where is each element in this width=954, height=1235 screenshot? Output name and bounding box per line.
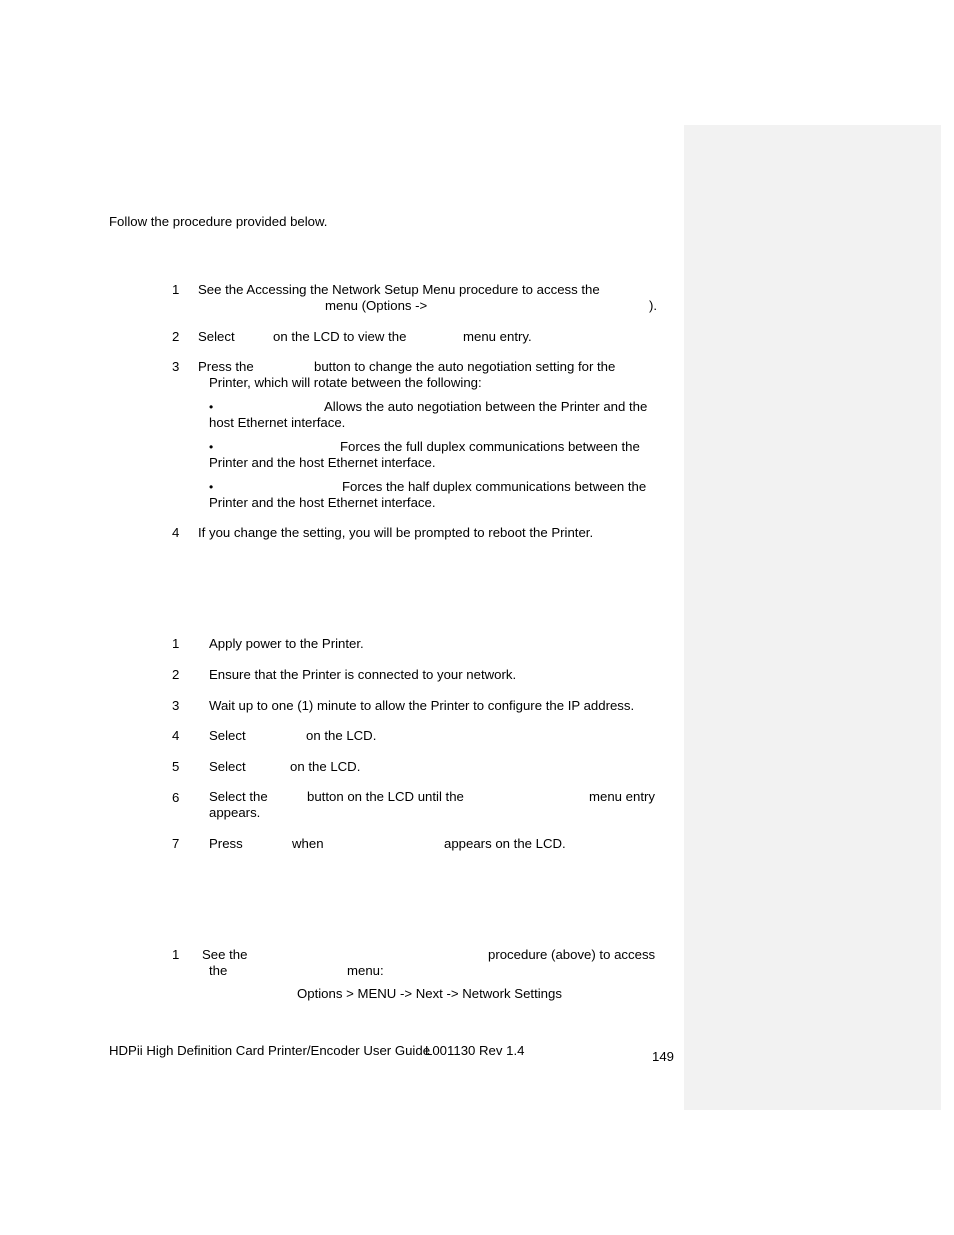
step-text: the — [209, 963, 228, 978]
bullet-icon: • — [209, 440, 214, 454]
step-text: on the LCD to view the — [273, 329, 407, 344]
step-text: button to change the auto negotiation setting for the — [314, 359, 616, 374]
step-number: 1 — [172, 636, 180, 651]
step-number: 3 — [172, 359, 180, 374]
step-text: procedure (above) to access — [488, 947, 656, 962]
step-text: Select — [209, 759, 246, 774]
step-text: Press the — [198, 359, 254, 374]
step-text: menu: — [347, 963, 384, 978]
bullet-text: Allows the auto negotiation between the Printer and the — [324, 399, 648, 414]
step-number: 6 — [172, 790, 180, 805]
step-text: See the — [202, 947, 248, 962]
step-text: Select — [198, 329, 235, 344]
footer-doc-id: L001130 Rev 1.4 — [425, 1043, 525, 1058]
step-number: 2 — [172, 667, 180, 682]
bullet-text: host Ethernet interface. — [209, 415, 346, 430]
step-text: on the LCD. — [290, 759, 361, 774]
bullet-text: Forces the half duplex communications between the — [342, 479, 647, 494]
step-text: ). — [649, 298, 658, 313]
step-text: button on the LCD until the — [307, 789, 464, 804]
intro-text: Follow the procedure provided below. — [109, 214, 328, 229]
step-text: appears. — [209, 805, 261, 820]
step-text: menu entry — [589, 789, 655, 804]
step-text: when — [292, 836, 324, 851]
step-text: Press — [209, 836, 243, 851]
footer-title: HDPii High Definition Card Printer/Encoder User Guide — [109, 1043, 431, 1058]
step-number: 3 — [172, 698, 180, 713]
step-text: Wait up to one (1) minute to allow the Printer to configure the IP address. — [209, 698, 635, 713]
step-text: Ensure that the Printer is connected to your network. — [209, 667, 517, 682]
step-number: 2 — [172, 329, 180, 344]
page-number: 149 — [652, 1049, 675, 1064]
step-text: If you change the setting, you will be prompted to reboot the Printer. — [198, 525, 594, 540]
step-text: See the Accessing the Network Setup Menu procedure to access the — [198, 282, 600, 297]
comment-pane — [684, 125, 941, 1110]
bullet-text: Printer and the host Ethernet interface. — [209, 455, 436, 470]
step-text: Apply power to the Printer. — [209, 636, 364, 651]
step-text: on the LCD. — [306, 728, 377, 743]
step-text: menu entry. — [463, 329, 532, 344]
step-number: 1 — [172, 282, 180, 297]
step-number: 7 — [172, 836, 180, 851]
step-text: Select — [209, 728, 246, 743]
step-text: Select the — [209, 789, 268, 804]
bullet-icon: • — [209, 480, 214, 494]
step-text: Printer, which will rotate between the following: — [209, 375, 482, 390]
step-text: appears on the LCD. — [444, 836, 566, 851]
menu-path: Options > MENU -> Next -> Network Settings — [297, 986, 562, 1001]
step-number: 4 — [172, 525, 180, 540]
step-number: 1 — [172, 947, 180, 962]
bullet-text: Forces the full duplex communications between the — [340, 439, 640, 454]
step-text: menu (Options -> — [325, 298, 428, 313]
bullet-text: Printer and the host Ethernet interface. — [209, 495, 436, 510]
step-number: 5 — [172, 759, 180, 774]
bullet-icon: • — [209, 400, 214, 414]
step-number: 4 — [172, 728, 180, 743]
